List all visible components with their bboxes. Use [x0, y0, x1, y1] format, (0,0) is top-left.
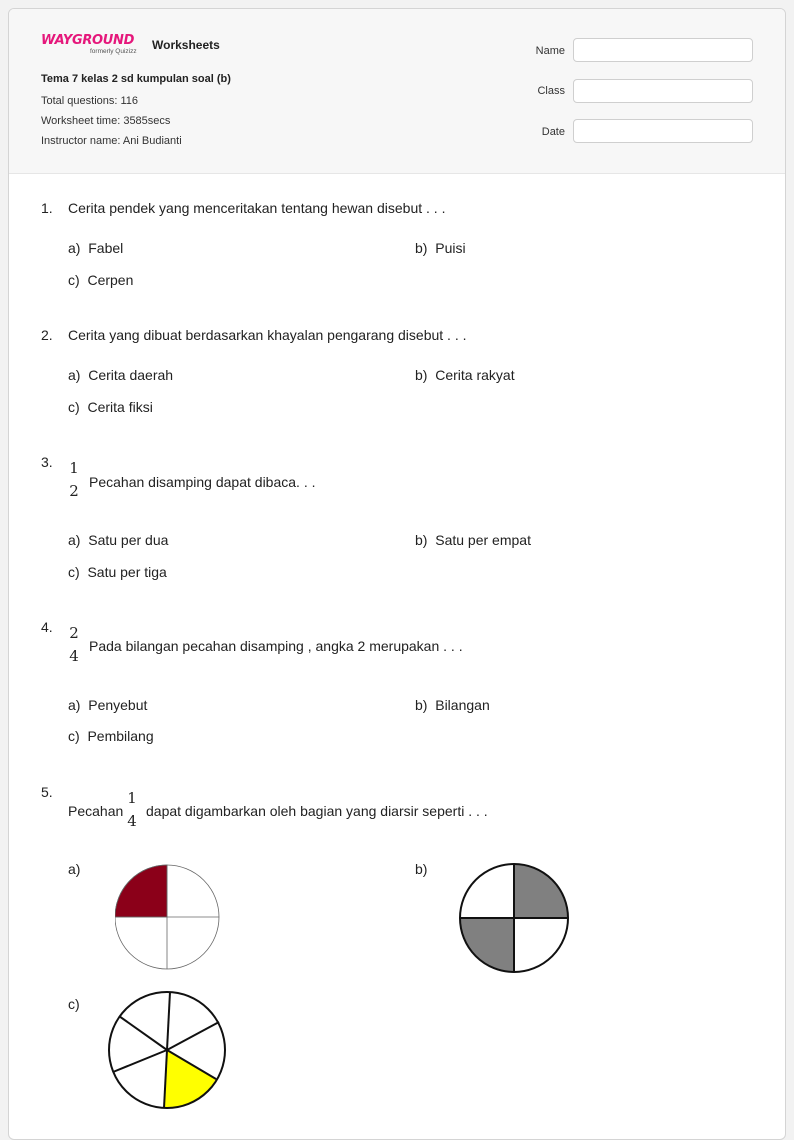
- option-letter-a: a): [68, 861, 81, 877]
- question-number: 2.: [41, 327, 53, 343]
- fraction-numerator: 1: [127, 789, 137, 807]
- option-b[interactable]: [415, 240, 466, 256]
- fraction-denominator: 2: [69, 482, 79, 500]
- option-text: Cerita fiksi: [87, 399, 153, 415]
- option-b-half-circle-image[interactable]: [458, 862, 572, 976]
- question-number: 4.: [41, 619, 53, 635]
- worksheet-title: Tema 7 kelas 2 sd kumpulan soal (b): [41, 73, 231, 85]
- option-c[interactable]: [68, 564, 167, 580]
- option-a[interactable]: [68, 697, 147, 713]
- option-c[interactable]: [68, 272, 133, 288]
- option-c[interactable]: [68, 728, 154, 744]
- question-number: 3.: [41, 454, 53, 470]
- option-text: Satu per empat: [435, 532, 531, 548]
- question-text: Pecahan disamping dapat dibaca. . .: [89, 474, 316, 490]
- name-label: Name: [535, 45, 565, 57]
- question-text-after: dapat digambarkan oleh bagian yang diarsir seperti . . .: [146, 803, 488, 819]
- option-b[interactable]: [415, 532, 531, 548]
- date-field[interactable]: [573, 119, 753, 143]
- worksheet-page: [8, 8, 786, 1140]
- option-text: Cerita daerah: [88, 367, 174, 383]
- option-letter: b): [415, 697, 428, 713]
- option-c-sixth-circle-image[interactable]: [107, 990, 229, 1112]
- option-text: Pembilang: [87, 728, 154, 744]
- fraction: [125, 787, 139, 833]
- option-a[interactable]: [68, 532, 168, 548]
- date-label: Date: [541, 126, 565, 138]
- fraction-numerator: 2: [69, 624, 79, 642]
- total-questions: Total questions: 116: [41, 95, 139, 107]
- fraction: [67, 622, 81, 668]
- class-field[interactable]: [573, 79, 753, 103]
- worksheet-header: [9, 9, 785, 174]
- fraction-denominator: 4: [69, 647, 79, 665]
- option-text: Cerita rakyat: [435, 367, 515, 383]
- option-text: Satu per tiga: [87, 564, 167, 580]
- option-text: Bilangan: [435, 697, 490, 713]
- option-letter: a): [68, 532, 81, 548]
- question-number: 5.: [41, 784, 53, 800]
- option-text: Penyebut: [88, 697, 148, 713]
- option-a[interactable]: [68, 367, 173, 383]
- option-b[interactable]: [415, 697, 490, 713]
- option-a-quarter-circle-image[interactable]: [115, 864, 223, 972]
- wayground-logo: [41, 33, 145, 59]
- question-text: Cerita pendek yang menceritakan tentang hewan disebut . . .: [68, 200, 446, 216]
- option-letter: b): [415, 240, 428, 256]
- question-number: 1.: [41, 200, 53, 216]
- question-text: Cerita yang dibuat berdasarkan khayalan pengarang disebut . . .: [68, 327, 467, 343]
- fraction-numerator: 1: [69, 459, 79, 477]
- logo-wordmark: WAYGROUND: [41, 33, 135, 48]
- option-letter: b): [415, 367, 428, 383]
- question-text-before: Pecahan: [68, 803, 124, 819]
- option-c[interactable]: [68, 399, 153, 415]
- product-name: Worksheets: [152, 38, 220, 52]
- option-letter-b: b): [415, 861, 428, 877]
- fraction-denominator: 4: [127, 812, 137, 830]
- option-letter: c): [68, 272, 80, 288]
- logo-tagline: formerly Quizizz: [90, 48, 137, 55]
- option-b[interactable]: [415, 367, 515, 383]
- option-text: Puisi: [435, 240, 466, 256]
- option-text: Cerpen: [87, 272, 134, 288]
- shaded-slice: [115, 865, 167, 917]
- question-text: Pada bilangan pecahan disamping , angka 2 merupakan . . .: [89, 638, 463, 654]
- option-letter: a): [68, 697, 81, 713]
- option-text: Fabel: [88, 240, 124, 256]
- name-field[interactable]: [573, 38, 753, 62]
- option-a[interactable]: [68, 240, 123, 256]
- option-letter: c): [68, 564, 80, 580]
- worksheet-time: Worksheet time: 3585secs: [41, 115, 171, 127]
- option-text: Satu per dua: [88, 532, 169, 548]
- option-letter: a): [68, 240, 81, 256]
- class-label: Class: [537, 85, 565, 97]
- option-letter-c: c): [68, 996, 80, 1012]
- option-letter: c): [68, 399, 80, 415]
- option-letter: a): [68, 367, 81, 383]
- fraction: [67, 457, 81, 503]
- option-letter: c): [68, 728, 80, 744]
- option-letter: b): [415, 532, 428, 548]
- instructor-name: Instructor name: Ani Budianti: [41, 135, 182, 147]
